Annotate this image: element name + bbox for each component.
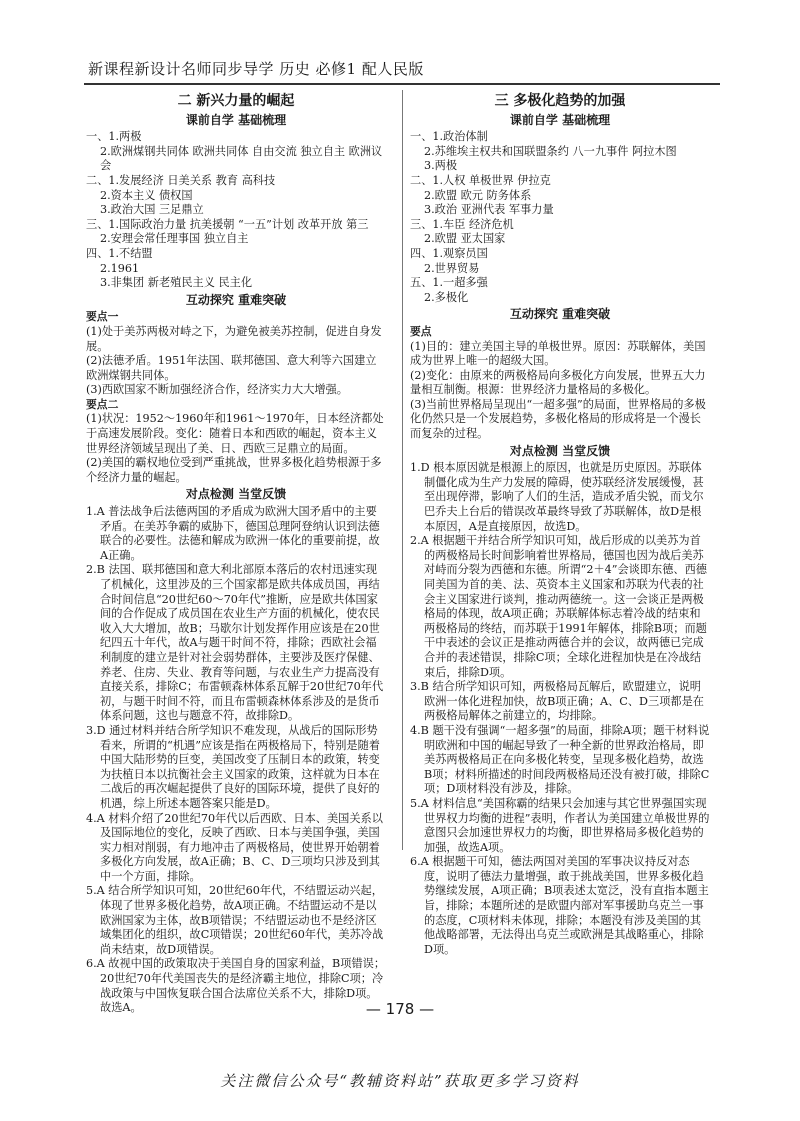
answers-list-right xyxy=(410,461,710,957)
list-item: 二、1.人权 单极世界 伊拉克 xyxy=(410,173,551,187)
subsection-focus-left: 互动探究 重难突破 xyxy=(185,292,287,307)
left-column xyxy=(86,92,386,1016)
list-item: 2.欧盟 欧元 防务体系 xyxy=(424,188,532,202)
answer-item: 5.A 结合所学知识可知，20世纪60年代，不结盟运动兴起，体现了世界多极化趋势，故A项正确。不结盟运动不是以欧洲国家为主体，故B项错误；不结盟运动也不是经济区域集团化的组织，故C项错误；20世纪60年代，美苏冷战尚未结束，故D项错误。 xyxy=(86,884,384,956)
list-item: 3.政治大国 三足鼎立 xyxy=(100,203,204,217)
answer-item: 2.B 法国、联邦德国和意大利北部原本落后的农村迅速实现了机械化，这里涉及的三个国家都是欧共体成员国，再结合时间信息“20世纪60～70年代”推断，应是欧共体国家间的合作促成了成员国在农业生产方面的机械化，使农民收入大大增加，故B；马歇尔计划发挥作用应该是在20世纪四五十年代，故A与题干时间不符，排除；西欧社会福利制度的建立是针对社会弱势群体，主要涉及医疗保健、养老、住房、失业、教育等问题，与农业生产力提高没有直接关系，排除C；布雷顿森林体系瓦解于20世纪70年代初，与题干时间不符，而且布雷顿森林体系涉及的是货币体系问题，这也与题意不符，故排除D。 xyxy=(86,563,384,723)
list-item: 3.两极 xyxy=(424,159,458,173)
list-item: 2.苏维埃主权共和国联盟条约 八一九事件 阿拉木图 xyxy=(424,144,677,158)
list-item: (1)状况：1952～1960年和1961～1970年，日本经济都处于高速发展阶段。变化：随着日本和西欧的崛起，资本主义世界经济领域呈现出了美、日、西欧三足鼎立的局面。 xyxy=(86,412,384,455)
answer-item: 3.B 结合所学知识可知，两极格局瓦解后，欧盟建立，说明欧洲一体化进程加快，故B项正确；A、C、D三项都是在两极格局解体之前建立的，均排除。 xyxy=(410,680,704,723)
key-point-heading: 要点二 xyxy=(86,397,119,411)
list-item: (2)法德矛盾。1951年法国、联邦德国、意大利等六国建立欧洲煤钢共同体。 xyxy=(86,354,377,382)
subsection-answers-left: 对点检测 当堂反馈 xyxy=(185,487,287,502)
focus-list-left xyxy=(86,310,386,485)
list-item: 2.世界贸易 xyxy=(424,261,480,275)
column-divider xyxy=(402,90,403,850)
subsection-answers-right: 对点检测 当堂反馈 xyxy=(509,443,611,458)
subsection-focus-right: 互动探究 重难突破 xyxy=(509,307,611,322)
list-item: 2.1961 xyxy=(100,261,140,275)
page-number: — 178 — xyxy=(365,1000,435,1018)
basics-list-right xyxy=(410,130,710,305)
footer-note: 关注微信公众号“教辅资料站”获取更多学习资料 xyxy=(220,1072,580,1090)
key-point-heading: 要点一 xyxy=(86,310,119,324)
list-item: (2)变化：由原来的两极格局向多极化方向发展，世界五大力量相互制衡。根源：世界经济力量格局的多极化。 xyxy=(410,368,706,397)
list-item: 2.欧洲煤钢共同体 欧洲共同体 自由交流 独立自主 欧洲议会 xyxy=(100,144,383,173)
answer-item: 4.B 题干没有强调“一超多强”的局面，排除A项；题干材料说明欧洲和中国的崛起导致了一种全新的世界政治格局，即美苏两极格局正在向多极化转变，呈现多极化趋势，故选B项；材料所描述的时间段两极格局还没有被打破，排除C项；D项材料没有涉及，排除。 xyxy=(410,723,710,796)
answer-item: 5.A 材料信息“美国称霸的结果只会加速与其它世界强国实现世界权力均衡的进程”表明，作者认为美国建立单极世界的意图只会加速世界权力的均衡，即世界格局多极化趋势的加强，故选A项。 xyxy=(410,796,710,854)
list-item: 三、1.车臣 经济危机 xyxy=(410,217,514,231)
subsection-basics-left: 课前自学 基础梳理 xyxy=(185,112,287,127)
list-item: 三、1.国际政治力量 抗美援朝 “一五”计划 改革开放 第三 xyxy=(86,217,369,231)
basics-list-left xyxy=(86,130,386,291)
list-item: (2)美国的霸权地位受到严重挑战，世界多极化趋势根源于多个经济力量的崛起。 xyxy=(86,456,382,484)
answer-item: 6.A 根据题干可知，德法两国对美国的军事决议持反对态度，说明了德法力量增强，敢于挑战美国，世界多极化趋势继续发展，A项正确；B项表述太宽泛，没有直指本题主旨，排除；本题所述的是欧盟内部对军事援助乌克兰一事的态度，C项材料未体现，排除；本题没有涉及美国的其他战略部署，无法得出乌克兰或欧洲是其战略重心，排除D项。 xyxy=(410,855,709,956)
answer-item: 2.A 根据题干并结合所学知识可知，战后形成的以美苏为首的两极格局长时间影响着世界格局，德国也因为战后美苏对峙而分裂为西德和东德。所谓“2＋4”会谈即东德、西德同美国为首的美、法、英资本主义国家和苏联为代表的社会主义国家进行谈判，推动两德统一。这一会谈正是两极格局的体现，故A项正确；苏联解体标志着冷战的结束和两极格局的终结，而苏联于1991年解体，排除B项；而题干中表述的会议正是推动两德合并的会议，故两德已完成合并的表述错误，排除C项；全球化进程加快是在冷战结束后，排除D项。 xyxy=(410,534,707,679)
answer-item: 6.A 故视中国的政策取决于美国自身的国家利益，B项错误；20世纪70年代美国丧失的是经济霸主地位，排除C项；冷战政策与中国恢复联合国合法席位关系不大，排除D项。故选A。 xyxy=(86,957,386,1015)
answer-item: 4.A 材料介绍了20世纪70年代以后西欧、日本、美国关系以及国际地位的变化，反映了西欧、日本与美国争强，美国实力相对削弱，有力地冲击了两极格局，使世界开始朝着多极化方向发展，故A正确；B、C、D三项均只涉及到其中一个方面，排除。 xyxy=(86,811,383,883)
running-header: 新课程新设计名师同步导学 历史 必修1 配人民版 xyxy=(88,60,424,78)
answers-list-left xyxy=(86,505,386,1016)
answer-item: 3.D 通过材料并结合所学知识不难发现，从战后的国际形势看来，所谓的“机遇”应该是指在两极格局下，特别是随着中国大陆形势的巨变，美国改变了压制日本的政策，转变为扶植日本以抗衡社会主义国家的政策，这样就为日本在二战后的再次崛起提供了良好的国际环境，提供了良好的机遇，综上所述本题答案只能是D。 xyxy=(86,723,380,810)
subsection-basics-right: 课前自学 基础梳理 xyxy=(509,112,611,127)
list-item: 四、1.不结盟 xyxy=(86,246,153,260)
list-item: 2.安理会常任理事国 独立自主 xyxy=(100,232,249,246)
list-item: 四、1.观察员国 xyxy=(410,246,488,260)
key-point-heading: 要点 xyxy=(410,324,432,338)
list-item: 2.欧盟 亚太国家 xyxy=(424,232,506,246)
list-item: (3)当前世界格局呈现出“一超多强”的局面，世界格局的多极化仍然只是一个发展趋势，多极化格局的形成将是一个漫长而复杂的过程。 xyxy=(410,397,706,441)
list-item: 3.政治 亚洲代表 军事力量 xyxy=(424,203,554,217)
list-item: 2.多极化 xyxy=(424,290,469,304)
list-item: 二、1.发展经济 日美关系 教育 高科技 xyxy=(86,173,276,187)
section-title-left: 二 新兴力量的崛起 xyxy=(177,93,295,109)
list-item: (3)西欧国家不断加强经济合作，经济实力大大增强。 xyxy=(86,383,348,397)
right-column xyxy=(410,92,710,957)
list-item: 五、1.一超多强 xyxy=(410,276,488,290)
header-rule xyxy=(84,83,720,85)
answer-item: 1.D 根本原因就是根源上的原因，也就是历史原因。苏联体制僵化成为生产力发展的障碍，使苏联经济发展缓慢，甚至出现停滞，影响了人们的生活，造成矛盾尖锐，而戈尔巴乔夫上台后的错误改革最终导致了苏联解体，故D是根本原因，A是直接原因，故选D。 xyxy=(410,461,704,533)
answer-item: 1.A 普法战争后法德两国的矛盾成为欧洲大国矛盾中的主要矛盾。在美苏争霸的威胁下，德国总理阿登纳认识到法德联合的必要性。法德和解成为欧洲一体化的重要前提，故A正确。 xyxy=(86,505,380,562)
list-item: 一、1.政治体制 xyxy=(410,130,488,144)
list-item: 3.非集团 新老殖民主义 民主化 xyxy=(100,276,253,290)
list-item: 一、1.两极 xyxy=(86,130,142,144)
list-item: (1)处于美苏两极对峙之下，为避免被美苏控制，促进自身发展。 xyxy=(86,324,382,353)
focus-list-right xyxy=(410,325,710,442)
section-title-right: 三 多极化趋势的加强 xyxy=(494,93,626,109)
list-item: (1)目的：建立美国主导的单极世界。原因：苏联解体，美国成为世界上唯一的超级大国。 xyxy=(410,339,706,368)
list-item: 2.资本主义 债权国 xyxy=(100,188,193,202)
